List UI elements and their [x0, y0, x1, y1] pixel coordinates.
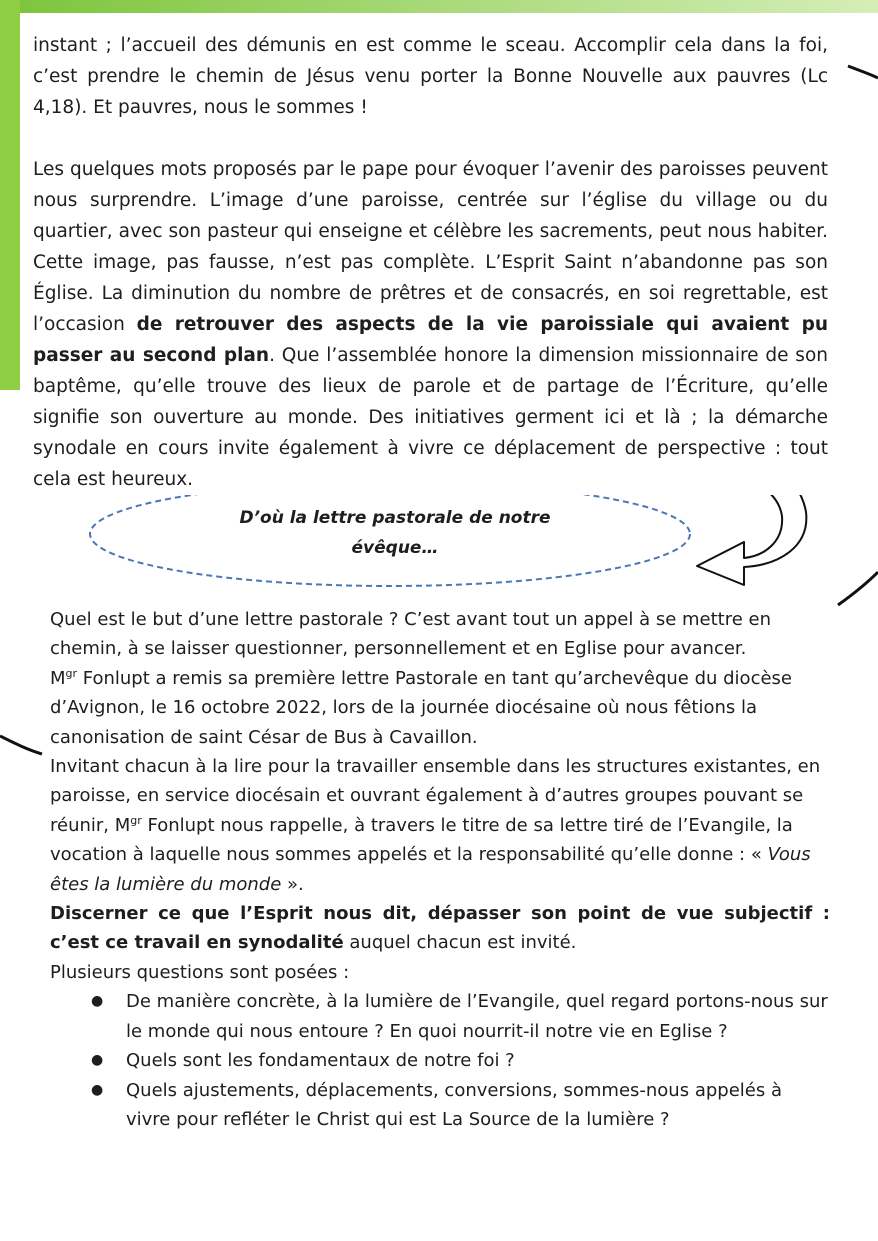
letter-p2-m: M [50, 667, 66, 689]
list-item-text: Quels sont les fondamentaux de notre foi ? [126, 1050, 515, 1072]
list-item [50, 987, 830, 1046]
letter-p3-text: Invitant chacun à la lire pour la travailler ensemble dans les structures existantes, en paroisse, en service diocésain et ouvrant également à d’autres groupes pouvant se réunir, M [50, 756, 821, 836]
letter-p4-emphasis: Discerner ce que l’Esprit nous dit, dépasser son point de vue subjectif : c’est ce travail en synodalité [50, 903, 830, 954]
bullet-icon: ● [91, 993, 104, 1010]
letter-paragraph-5: Plusieurs questions sont posées : [50, 961, 350, 983]
intro-paragraph-1: instant ; l’accueil des démunis en est comme le sceau. Accomplir cela dans la foi, c’est prendre le chemin de Jésus venu porter la Bonne Nouvelle aux pauvres (Lc 4,18). Et pauvres, nous le sommes ! [33, 35, 828, 118]
letter-p3-sup: gr [130, 813, 142, 827]
intro-paragraph-2 [33, 154, 828, 495]
pastoral-letter-text [50, 605, 830, 1134]
swoosh-curve-left [0, 736, 42, 754]
bullet-icon: ● [91, 1081, 104, 1098]
letter-paragraph-4 [50, 899, 830, 958]
intro-p2-emphasis: de retrouver des aspects de la vie paroissiale qui avaient pu passer au second plan [33, 314, 828, 366]
list-item [50, 1076, 830, 1135]
list-item-text: De manière concrète, à la lumière de l’Evangile, quel regard portons-nous sur le monde qui nous entoure ? En quoi nourrit-il notre vie en Eglise ? [126, 991, 828, 1042]
letter-p2-sup: gr [65, 666, 78, 680]
intro-p2-text: Les quelques mots proposés par le pape pour évoquer l’avenir des paroisses peuvent nous surprendre. L’image d’une paroisse, centrée sur l’église du village ou du quartier, avec son pasteur qui enseigne et célèbre les sacrements, peut nous habiter. Cette image, pas fausse, n’est pas complète. L’Esprit Saint n’abandonne pas son Église. La diminution du nombre de prêtres et de consacrés, en soi regrettable, est l’occasion [33, 159, 828, 335]
letter-paragraph-1: Quel est le but d’une lettre pastorale ? C’est avant tout un appel à se mettre en chemin, à se laisser questionner, personnellement et en Eglise pour avancer. [50, 609, 772, 660]
question-list [50, 987, 830, 1134]
intro-p2-text-end: . Que l’assemblée honore la dimension missionnaire de son baptême, qu’elle trouve des lieux de parole et de partage de l’Écriture, qu’elle signifie son ouverture au monde. Des initiatives germent ici et là ; la démarche synodale en cours invite également à vivre ce déplacement de perspective : tout cela est heureux. [33, 345, 828, 490]
list-item [50, 1046, 830, 1075]
letter-p3-text-2: Fonlupt nous rappelle, à travers le titre de sa lettre tiré de l’Evangile, la vocation à laquelle nous sommes appelés et la responsabilité qu’elle donne : « [50, 814, 793, 866]
list-item-text: Quels ajustements, déplacements, conversions, sommes-nous appelés à vivre pour refléter le Christ qui est La Source de la lumière ? [126, 1079, 782, 1130]
letter-p4-text: auquel chacun est invité. [343, 932, 577, 954]
letter-p2-text: Fonlupt a remis sa première lettre Pastorale en tant qu’archevêque du diocèse d’Avignon, le 16 octobre 2022, lors de la journée diocésaine où nous fêtions la canonisation de saint César de Bus à Cavaillon. [50, 667, 792, 748]
letter-p3-text-3: ». [281, 873, 304, 895]
letter-title-quote: Vous êtes la lumière du monde [50, 844, 811, 895]
callout-line-2: évêque… [351, 538, 439, 558]
letter-paragraph-3 [50, 752, 830, 899]
callout-line-1: D’où la lettre pastorale de notre [239, 508, 551, 528]
bullet-icon: ● [91, 1052, 104, 1069]
swoosh-curve-right [848, 66, 878, 78]
letter-paragraph-2 [50, 664, 830, 752]
intro-text [33, 30, 828, 495]
swoosh-curve-right-lower [838, 572, 878, 605]
callout-heading [200, 503, 590, 563]
